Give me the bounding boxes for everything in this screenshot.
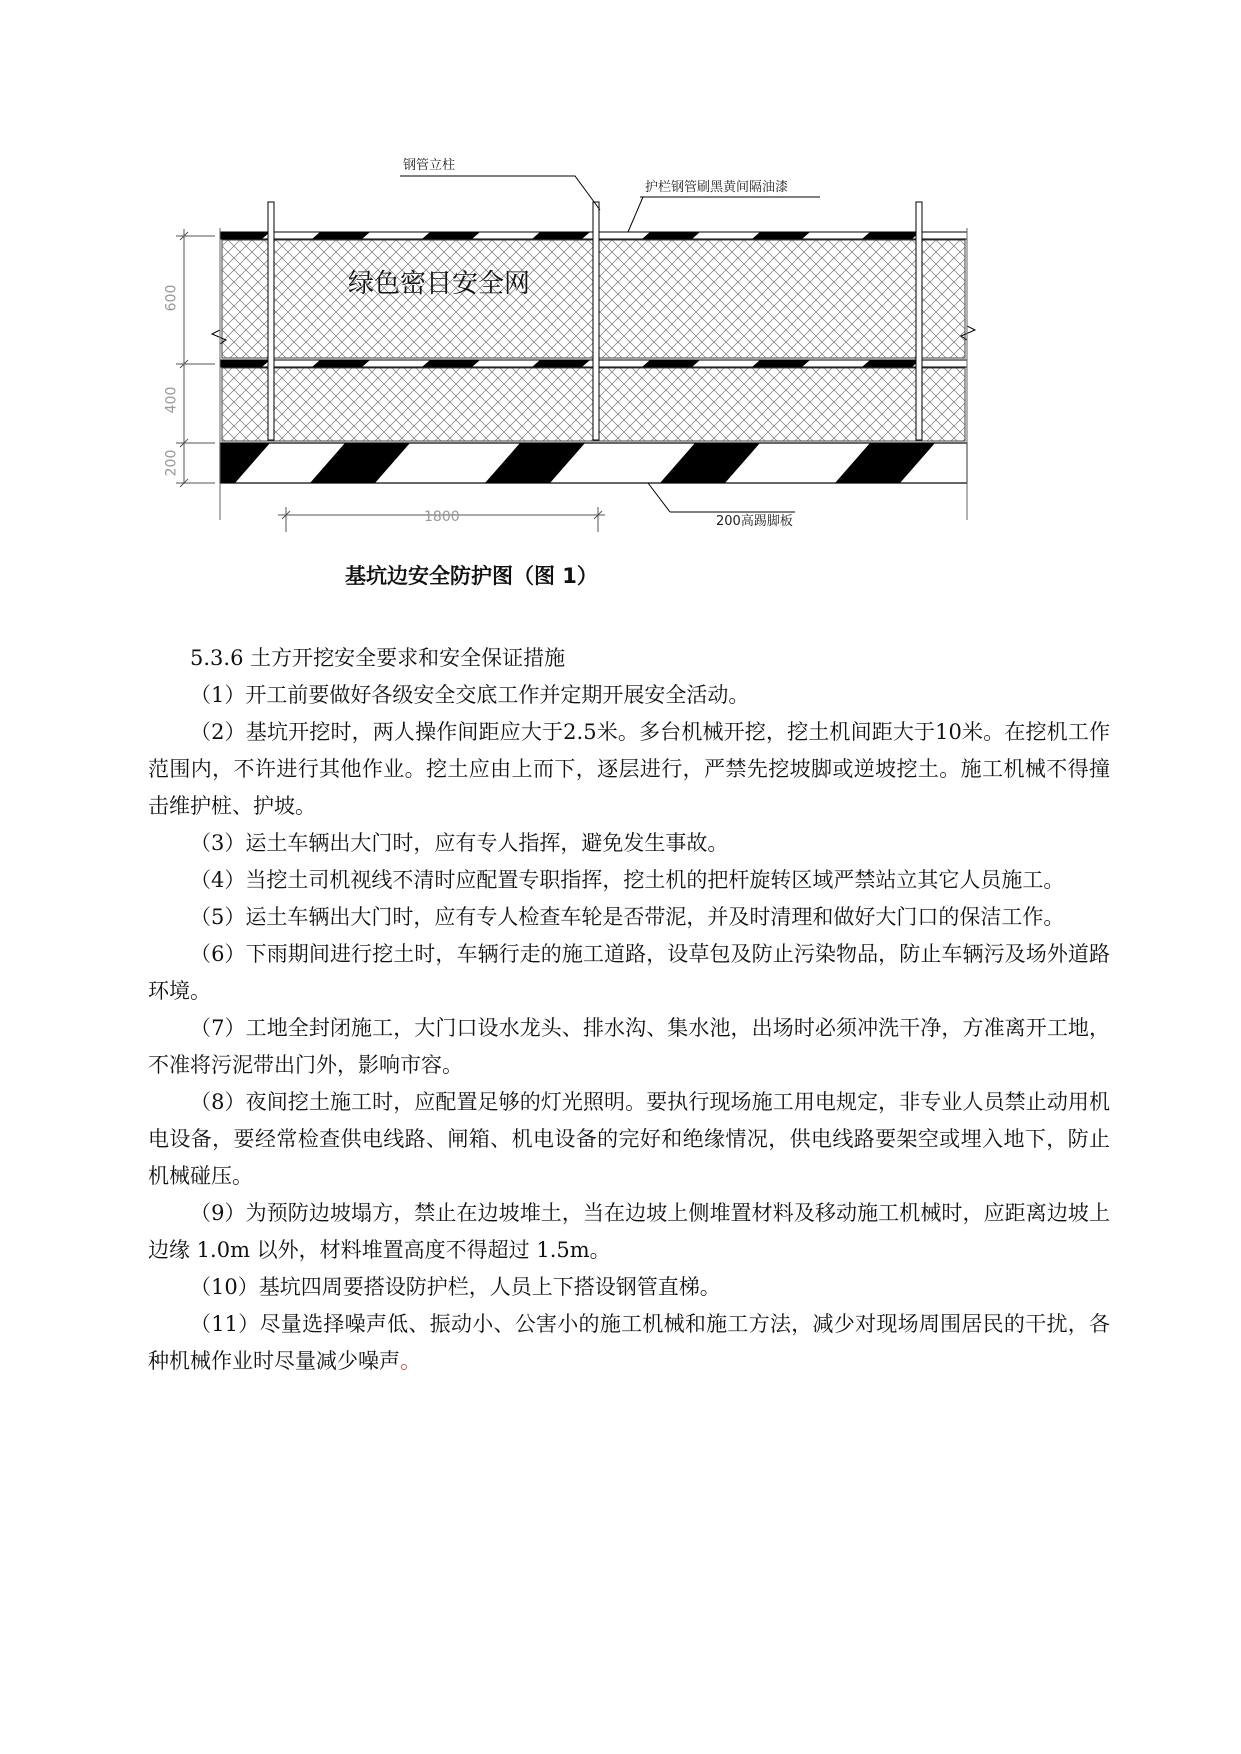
toe-board <box>220 443 967 483</box>
paragraph-6: （6）下雨期间进行挖土时，车辆行走的施工道路，设草包及防止污染物品，防止车辆污及场外道路环境。 <box>148 942 1110 1003</box>
dimension-200: 200 <box>163 449 180 477</box>
paragraph-1: （1）开工前要做好各级安全交底工作并定期开展安全活动。 <box>190 683 750 707</box>
vertical-dimension <box>176 229 215 487</box>
paragraph-11 <box>148 1306 1110 1380</box>
paragraph-4: （4）当挖土司机视线不清时应配置专职指挥，挖土机的把杆旋转区域严禁站立其它人员施工。 <box>190 868 1065 892</box>
paragraph-9: （9）为预防边坡塌方，禁止在边坡堆土，当在边坡上侧堆置材料及移动施工机械时，应距离边坡上边缘 1.0m 以外，材料堆置高度不得超过 1.5m。 <box>148 1201 1110 1262</box>
dimension-400: 400 <box>163 386 180 414</box>
document-body <box>148 640 1110 1380</box>
label-toe-board: 200高踢脚板 <box>716 514 793 529</box>
guardrail-drawing <box>0 0 1241 560</box>
dimension-600: 600 <box>163 284 180 312</box>
paragraph-7: （7）工地全封闭施工，大门口设水龙头、排水沟、集水池，出场时必须冲洗干净，方准离开工地，不准将污泥带出门外，影响市容。 <box>148 1016 1110 1077</box>
section-heading: 5.3.6 土方开挖安全要求和安全保证措施 <box>190 646 566 670</box>
paragraph-11-text: （11）尽量选择噪声低、振动小、公害小的施工机械和施工方法，减少对现场周围居民的干扰，各种机械作业时尽量减少噪声 <box>148 1312 1110 1373</box>
guardrail-diagram <box>0 0 1241 560</box>
paragraph-5: （5）运土车辆出大门时，应有专人检查车轮是否带泥，并及时清理和做好大门口的保洁工作。 <box>190 905 1065 929</box>
paragraph-11-period: 。 <box>400 1349 421 1373</box>
paragraph-2: （2）基坑开挖时，两人操作间距应大于2.5米。多台机械开挖，挖土机间距大于10米。在挖机工作范围内，不许进行其他作业。挖土应由上而下，逐层进行，严禁先挖坡脚或逆坡挖土。施工机械不得撞击维护桩、护坡。 <box>148 720 1110 818</box>
paragraph-10: （10）基坑四周要搭设防护栏，人员上下搭设钢管直梯。 <box>190 1275 721 1299</box>
label-steel-column: 钢管立柱 <box>403 158 456 173</box>
paragraph-3: （3）运土车辆出大门时，应有专人指挥，避免发生事故。 <box>190 831 729 855</box>
label-safety-net: 绿色密目安全网 <box>348 269 531 299</box>
paragraph-8: （8）夜间挖土施工时，应配置足够的灯光照明。要执行现场施工用电规定，非专业人员禁止动用机电设备，要经常检查供电线路、闸箱、机电设备的完好和绝缘情况，供电线路要架空或埋入地下，防止机械碰压。 <box>148 1090 1110 1188</box>
dimension-1800: 1800 <box>424 509 460 525</box>
label-rail-paint: 护栏钢管刷黑黄间隔油漆 <box>645 180 789 195</box>
figure-caption: 基坑边安全防护图（图 1） <box>345 564 598 588</box>
